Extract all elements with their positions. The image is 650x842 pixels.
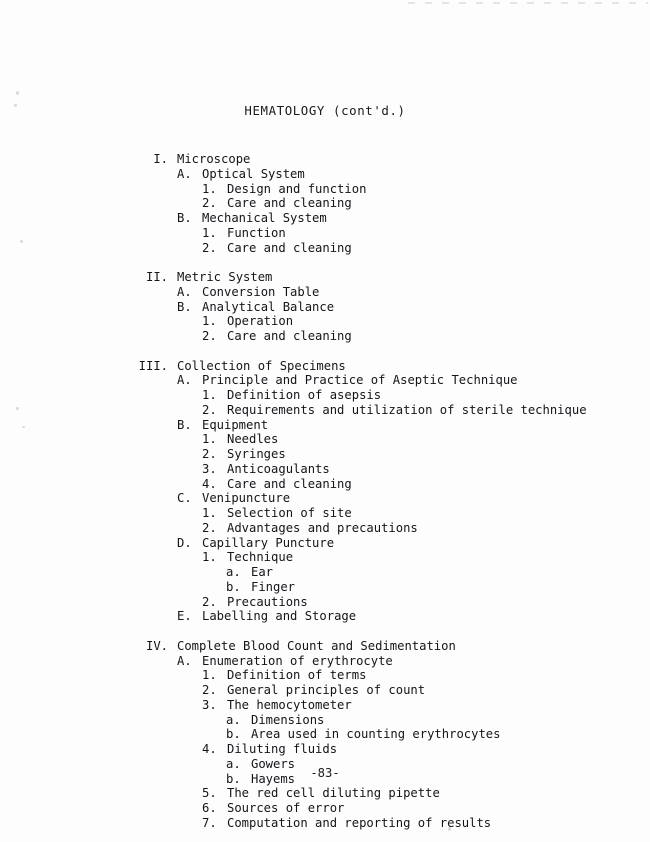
outline-item-label: General principles of count [227, 683, 426, 697]
scan-speck [20, 240, 23, 243]
outline-item-marker: 3. [202, 461, 217, 476]
outline-item-marker: b. [226, 727, 241, 742]
outline-item-marker: 2. [202, 196, 217, 211]
outline-item-marker: b. [226, 771, 241, 786]
outline-item-level-3 [130, 196, 587, 211]
outline-item-marker: a. [226, 756, 241, 771]
outline-item-level-3 [130, 698, 587, 713]
outline-item-label: Technique [227, 550, 294, 565]
outline-item-level-3 [130, 432, 587, 447]
outline-item-level-3 [130, 447, 587, 462]
outline-item-level-1 [130, 359, 587, 374]
outline-item-marker: 1. [202, 181, 217, 196]
outline-item-level-2 [130, 609, 587, 624]
page-title: HEMATOLOGY (cont'd.) [244, 103, 406, 118]
outline-item-label: Advantages and precautions [227, 520, 418, 535]
outline-item-level-3 [130, 226, 587, 241]
outline-item-marker: A. [177, 653, 192, 668]
outline-item-label: Metric System [177, 270, 273, 284]
outline-section [130, 639, 587, 831]
outline-item-label: Hayems [251, 771, 296, 786]
outline-item-marker: A. [177, 166, 192, 181]
outline-item-label: Computation and reporting of results [227, 815, 492, 830]
outline-item-level-1 [130, 152, 587, 167]
outline-item-level-4 [130, 713, 587, 728]
outline-item-level-2 [130, 418, 587, 433]
outline-item-level-1 [130, 270, 587, 285]
outline-item-level-3 [130, 241, 587, 256]
outline-item-label: Requirements and utilization of sterile technique [227, 402, 587, 417]
outline-item-label: Area used in counting erythrocytes [251, 727, 501, 742]
outline-item-level-3 [130, 506, 587, 521]
outline-item-label: Gowers [251, 756, 296, 771]
outline-item-level-2 [130, 654, 587, 669]
outline-item-level-2 [130, 373, 587, 388]
outline-item-marker: 2. [202, 447, 217, 461]
outline-item-label: Ear [251, 565, 274, 579]
outline-item-level-3 [130, 668, 587, 683]
outline-item-label: Dimensions [251, 712, 325, 727]
outline-item-level-3 [130, 329, 587, 344]
scan-speck [16, 91, 19, 95]
outline-item-marker: 3. [202, 697, 217, 712]
outline-item-level-3 [130, 786, 587, 801]
outline-item-label: Mechanical System [202, 211, 327, 225]
outline-item-level-3 [130, 801, 587, 816]
outline-item-level-4 [130, 727, 587, 742]
outline-item-marker: 5. [202, 786, 217, 801]
outline-item-label: Diluting fluids [227, 742, 338, 756]
outline-item-level-2 [130, 167, 587, 182]
outline-item-marker: 2. [202, 594, 217, 609]
outline-item-marker: A. [177, 284, 192, 299]
outline-item-level-3 [130, 595, 587, 610]
outline-item-level-2 [130, 211, 587, 226]
outline-item-marker: 1. [202, 506, 217, 520]
outline-item-label: Finger [251, 579, 296, 594]
outline-item-marker: 2. [202, 683, 217, 697]
outline-item-label: Enumeration of erythrocyte [202, 653, 393, 668]
outline-item-marker: 7. [202, 815, 217, 830]
outline-item-level-3 [130, 314, 587, 329]
outline-item-label: Analytical Balance [202, 299, 335, 314]
outline-item-label: The red cell diluting pipette [227, 786, 440, 801]
outline-item-marker: B. [177, 299, 192, 314]
outline-list [130, 152, 587, 831]
outline-item-marker: D. [177, 535, 192, 550]
outline-item-label: Capillary Puncture [202, 535, 335, 550]
outline-item-label: The hemocytometer [227, 697, 352, 712]
outline-item-marker: B. [177, 211, 192, 225]
outline-item-label: Selection of site [227, 506, 352, 520]
outline-item-label: Collection of Specimens [177, 358, 346, 373]
outline-item-level-3 [130, 742, 587, 757]
outline-item-marker: B. [177, 417, 192, 432]
outline-item-label: Syringes [227, 447, 286, 461]
outline-item-label: Design and function [227, 181, 367, 196]
outline-item-marker: 4. [202, 476, 217, 491]
outline-item-level-3 [130, 521, 587, 536]
outline-item-marker: II. [145, 270, 168, 284]
outline-item-level-2 [130, 536, 587, 551]
outline-section [130, 152, 587, 255]
outline-item-marker: a. [226, 712, 241, 727]
outline-item-label: Optical System [202, 166, 305, 181]
outline-item-label: Function [227, 225, 286, 240]
outline-item-marker: 1. [202, 388, 217, 402]
outline-item-marker: a. [226, 565, 241, 579]
outline-item-label: Precautions [227, 594, 308, 609]
scan-artifact-streak [408, 2, 648, 4]
outline-item-marker: 2. [202, 329, 217, 343]
outline-item-label: Complete Blood Count and Sedimentation [177, 638, 456, 653]
outline-item-label: Labelling and Storage [202, 609, 357, 624]
outline-item-level-3 [130, 462, 587, 477]
outline-item-marker: 1. [202, 225, 217, 240]
outline-item-level-2 [130, 285, 587, 300]
outline-item-label: Conversion Table [202, 284, 320, 299]
outline-item-level-2 [130, 300, 587, 315]
outline-item-label: Microscope [177, 152, 251, 166]
outline-item-level-1 [130, 639, 587, 654]
outline-item-marker: IV. [145, 638, 168, 653]
outline-item-marker: C. [177, 491, 192, 506]
outline-item-marker: 4. [202, 742, 217, 756]
outline-item-label: Anticoagulants [227, 461, 330, 476]
outline-item-label: Definition of asepsis [227, 388, 382, 402]
outline-item-label: Equipment [202, 417, 269, 432]
outline-item-level-3 [130, 550, 587, 565]
outline-item-marker: 1. [202, 432, 217, 447]
outline-item-level-3 [130, 403, 587, 418]
outline-item-marker: 2. [202, 402, 217, 417]
outline-item-label: Principle and Practice of Aseptic Technique [202, 373, 518, 388]
outline-item-level-3 [130, 816, 587, 831]
outline-section [130, 270, 587, 344]
outline-item-marker: 6. [202, 801, 217, 815]
page-number: -83- [310, 766, 340, 780]
outline-item-level-4 [130, 565, 587, 580]
outline-item-label: Care and cleaning [227, 240, 352, 255]
outline-item-label: Sources of error [227, 801, 345, 815]
outline-item-label: Needles [227, 432, 279, 447]
outline-item-level-3 [130, 477, 587, 492]
outline-item-level-3 [130, 388, 587, 403]
outline-item-label: Definition of terms [227, 668, 367, 683]
outline-item-marker: 1. [202, 550, 217, 565]
outline-item-marker: E. [177, 609, 192, 624]
outline-item-marker: 2. [202, 240, 217, 255]
outline-item-marker: b. [226, 579, 241, 594]
scan-speck [16, 407, 19, 410]
outline-section [130, 359, 587, 625]
outline-item-label: Operation [227, 314, 294, 329]
outline-item-marker: A. [177, 373, 192, 388]
outline-item-level-3 [130, 683, 587, 698]
outline-item-label: Care and cleaning [227, 329, 352, 343]
outline-item-level-2 [130, 491, 587, 506]
outline-item-marker: 1. [202, 314, 217, 329]
outline-item-level-4 [130, 580, 587, 595]
outline-item-level-3 [130, 182, 587, 197]
outline-item-marker: 1. [202, 668, 217, 683]
outline-item-marker: 2. [202, 520, 217, 535]
outline-item-label: Care and cleaning [227, 196, 352, 211]
outline-item-marker: I. [153, 152, 168, 166]
scan-speck [22, 426, 25, 428]
outline-item-marker: III. [138, 358, 168, 373]
outline-item-label: Venipuncture [202, 491, 291, 506]
outline-item-label: Care and cleaning [227, 476, 352, 491]
